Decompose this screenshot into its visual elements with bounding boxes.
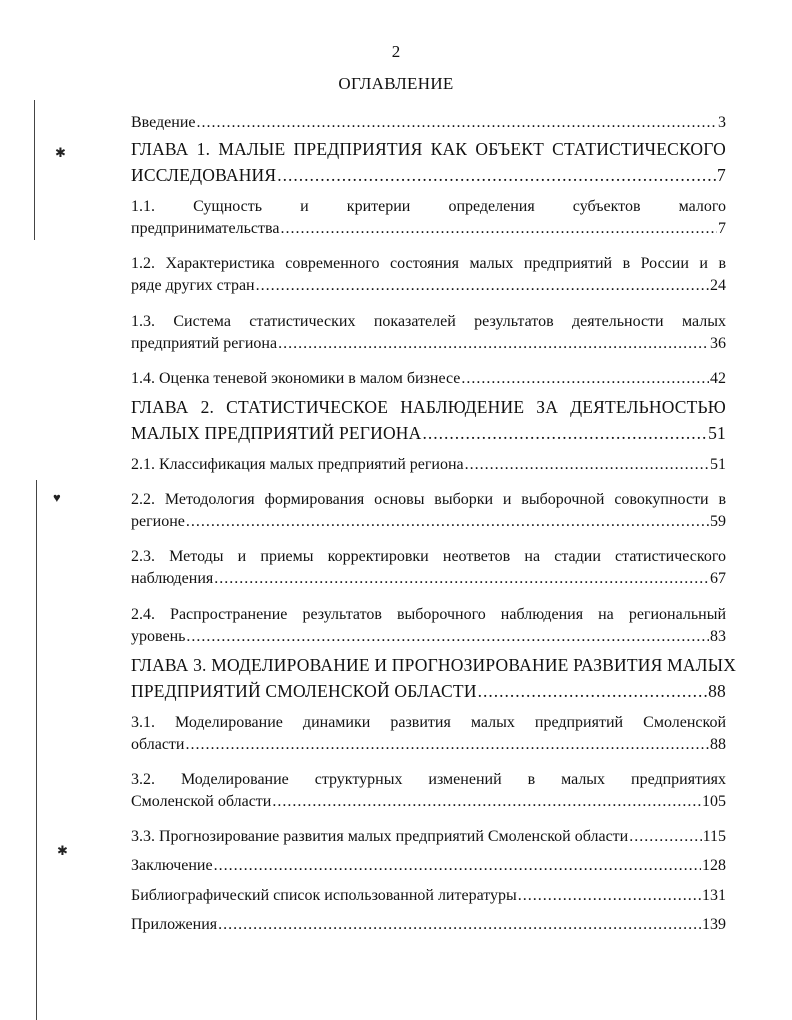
toc-entry[interactable]	[131, 914, 726, 936]
dot-leader	[422, 420, 707, 446]
entry-title-cont: предприятий региона	[131, 335, 278, 352]
dot-leader	[461, 368, 709, 390]
entry-page: 51	[708, 423, 726, 443]
entry-page: 88	[708, 681, 726, 701]
entry-title: Заключение	[131, 857, 213, 874]
toc-chapter[interactable]	[131, 394, 726, 446]
scan-blot: ✱	[57, 843, 68, 858]
entry-title: Введение	[131, 114, 196, 131]
dot-leader	[272, 791, 701, 813]
scan-blot: ✱	[55, 145, 66, 160]
page-number: 2	[391, 42, 401, 61]
dot-leader	[197, 112, 718, 134]
toc-entry[interactable]	[131, 604, 726, 648]
entry-title: Приложения	[131, 916, 218, 933]
toc-entry[interactable]	[131, 489, 726, 533]
entry-page: 7	[718, 220, 726, 237]
entry-title: 2.2. Методология формирования основы выборки и выборочной совокупности в	[131, 491, 726, 508]
toc-entry[interactable]	[131, 454, 726, 476]
toc-entry[interactable]	[131, 253, 726, 297]
dot-leader	[278, 333, 709, 355]
toc-entry[interactable]	[131, 826, 726, 848]
entry-title: 2.4. Распространение результатов выборочного наблюдения на региональный	[131, 606, 726, 623]
entry-page: 3	[718, 114, 726, 131]
toc-entry[interactable]	[131, 546, 726, 590]
entry-page: 128	[702, 857, 726, 874]
scan-margin-line	[34, 100, 35, 240]
scan-margin-line	[36, 480, 37, 1020]
dot-leader	[478, 678, 707, 704]
entry-title-cont: ИССЛЕДОВАНИЯ	[131, 165, 277, 185]
entry-title: 3.3. Прогнозирование развития малых предприятий Смоленской области	[131, 828, 629, 845]
entry-page: 131	[702, 887, 726, 904]
entry-page: 83	[710, 628, 726, 645]
entry-page: 139	[702, 916, 726, 933]
entry-title: Библиографический список использованной литературы	[131, 887, 517, 904]
entry-page: 88	[710, 736, 726, 753]
dot-leader	[186, 511, 709, 533]
toc-entry[interactable]	[131, 112, 726, 134]
dot-leader	[185, 734, 709, 756]
toc-entry[interactable]	[131, 855, 726, 877]
entry-title: 2.3. Методы и приемы корректировки неответов на стадии статистического	[131, 548, 726, 565]
entry-page: 51	[710, 456, 726, 473]
entry-page: 115	[702, 828, 726, 845]
dot-leader	[256, 275, 709, 297]
entry-page: 7	[717, 165, 726, 185]
entry-page: 42	[710, 370, 726, 387]
entry-title: 1.1. Сущность и критерии определения субъектов малого	[131, 198, 726, 215]
dot-leader	[465, 454, 709, 476]
entry-title-cont: области	[131, 736, 185, 753]
entry-title-cont: ПРЕДПРИЯТИЙ СМОЛЕНСКОЙ ОБЛАСТИ	[131, 681, 477, 701]
entry-title: 2.1. Классификация малых предприятий региона	[131, 456, 464, 473]
toc-entry[interactable]	[131, 885, 726, 907]
entry-title: 1.4. Оценка теневой экономики в малом бизнесе	[131, 370, 461, 387]
page-title: ОГЛАВЛЕНИЕ	[338, 74, 454, 93]
entry-page: 59	[710, 513, 726, 530]
toc-entry[interactable]	[131, 368, 726, 390]
entry-page: 24	[710, 277, 726, 294]
entry-title: ГЛАВА 2. СТАТИСТИЧЕСКОЕ НАБЛЮДЕНИЕ ЗА ДЕЯТЕЛЬНОСТЬЮ	[131, 397, 726, 417]
toc-entry[interactable]	[131, 769, 726, 813]
dot-leader	[277, 162, 716, 188]
entry-title: ГЛАВА 3. МОДЕЛИРОВАНИЕ И ПРОГНОЗИРОВАНИЕ РАЗВИТИЯ МАЛЫХ	[131, 655, 737, 675]
toc-entry[interactable]	[131, 712, 726, 756]
scan-blot: ♥	[53, 490, 61, 505]
entry-title-cont: Смоленской области	[131, 793, 272, 810]
entry-title-cont: уровень	[131, 628, 186, 645]
entry-title-cont: МАЛЫХ ПРЕДПРИЯТИЙ РЕГИОНА	[131, 423, 422, 443]
entry-title: 1.2. Характеристика современного состояния малых предприятий в России и в	[131, 255, 726, 272]
entry-page: 36	[710, 335, 726, 352]
dot-leader	[518, 885, 701, 907]
entry-title-cont: предпринимательства	[131, 220, 280, 237]
dot-leader	[214, 568, 709, 590]
entry-title: 3.2. Моделирование структурных изменений в малых предприятиях	[131, 771, 726, 788]
dot-leader	[218, 914, 701, 936]
entry-title: ГЛАВА 1. МАЛЫЕ ПРЕДПРИЯТИЯ КАК ОБЪЕКТ СТАТИСТИЧЕСКОГО	[131, 139, 726, 159]
toc-entry[interactable]	[131, 311, 726, 355]
entry-title-cont: ряде других стран	[131, 277, 255, 294]
toc-entry[interactable]	[131, 196, 726, 240]
dot-leader	[629, 826, 701, 848]
toc-chapter[interactable]	[131, 652, 737, 704]
entry-title-cont: регионе	[131, 513, 185, 530]
dot-leader	[214, 855, 701, 877]
dot-leader	[280, 218, 717, 240]
entry-title: 3.1. Моделирование динамики развития малых предприятий Смоленской	[131, 714, 726, 731]
entry-title: 1.3. Система статистических показателей результатов деятельности малых	[131, 313, 726, 330]
toc-chapter[interactable]	[131, 136, 726, 188]
entry-page: 67	[710, 570, 726, 587]
entry-title-cont: наблюдения	[131, 570, 214, 587]
dot-leader	[186, 626, 709, 648]
entry-page: 105	[702, 793, 726, 810]
